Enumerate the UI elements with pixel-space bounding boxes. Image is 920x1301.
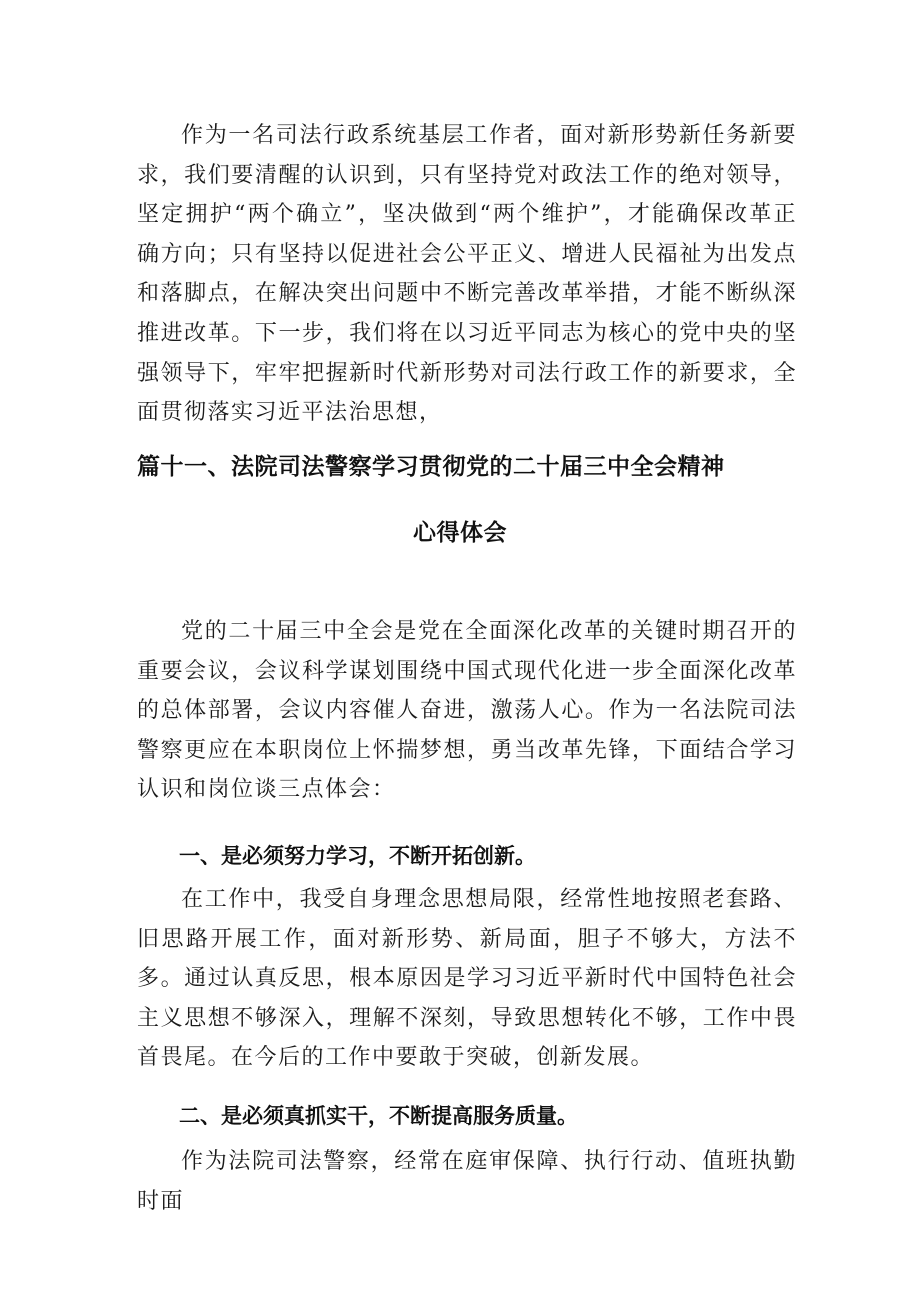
- section-1-body: 在工作中，我受自身理念思想局限，经常性地按照老套路、旧思路开展工作，面对新形势、新局面，胆子不够大，方法不多。通过认真反思，根本原因是学习习近平新时代中国特色社会主义思想不够深入，理解不深刻，导致思想转化不够，工作中畏首畏尾。在今后的工作中要敢于突破，创新发展。: [137, 887, 797, 1071]
- opening-paragraph: 党的二十届三中全会是党在全面深化改革的关键时期召开的重要会议，会议科学谋划围绕中国式现代化进一步全面深化改革的总体部署，会议内容催人奋进，激荡人心。作为一名法院司法警察更应在本职岗位上怀揣梦想，勇当改革先锋，下面结合学习认识和岗位谈三点体会：: [137, 619, 797, 803]
- section-2: [137, 1096, 797, 1136]
- opening-block: [137, 612, 797, 810]
- intro-paragraph: 作为一名司法行政系统基层工作者，面对新形势新任务新要求，我们要清醒的认识到，只有坚持党对政法工作的绝对领导，坚定拥护“两个确立”，坚决做到“两个维护”，才能确保改革正确方向；只有坚持以促进社会公平正义、增进人民福祉为出发点和落脚点，在解决突出问题中不断完善改革举措，才能不断纵深推进改革。下一步，我们将在以习近平同志为核心的党中央的坚强领导下，牢牢把握新时代新形势对司法行政工作的新要求，全面贯彻落实习近平法治思想，: [137, 123, 797, 426]
- intro-block: [137, 116, 797, 433]
- section-1-body-block: [137, 848, 797, 1078]
- section-2-body-block: [137, 1142, 797, 1221]
- article-title-line-1: 篇十一、法院司法警察学习贯彻党的二十届三中全会精神: [137, 454, 725, 480]
- section-1-heading: 一、是必须努力学习，不断开拓创新。: [179, 844, 536, 868]
- section-2-body: 作为法院司法警察，经常在庭审保障、执行行动、值班执勤时面: [137, 1149, 797, 1214]
- article-title-line-2: 心得体会: [413, 520, 507, 546]
- section-2-heading: 二、是必须真抓实干，不断提高服务质量。: [179, 1104, 578, 1128]
